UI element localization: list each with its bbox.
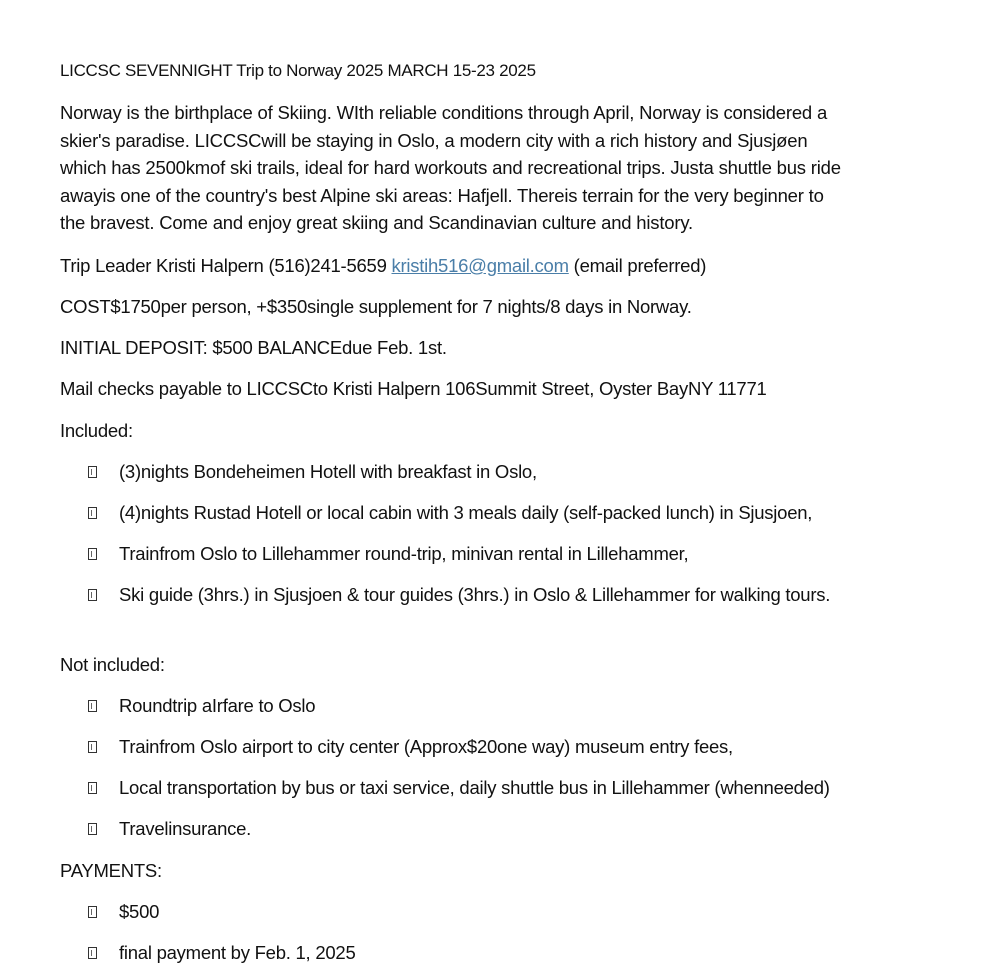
not-included-item: Trainfrom Oslo airport to city center (Approx$20one way) museum entry fees, (88, 736, 733, 758)
deposit-line: INITIAL DEPOSIT: $500 BALANCEdue Feb. 1st. (60, 337, 447, 358)
trip-leader-email-link[interactable]: kristih516@gmail.com (391, 255, 569, 276)
intro-line: the bravest. Come and enjoy great skiing and Scandinavian culture and history. (60, 212, 693, 234)
missing-glyph-box-icon (88, 507, 97, 519)
not-included-item: Roundtrip aIrfare to Oslo (88, 695, 315, 717)
payments-heading: PAYMENTS: (60, 860, 162, 881)
missing-glyph-box-icon (88, 700, 97, 712)
missing-glyph-box-icon (88, 823, 97, 835)
trip-leader-line (60, 255, 706, 277)
included-item: (3)nights Bondeheimen Hotell with breakfast in Oslo, (88, 461, 537, 483)
included-item: Trainfrom Oslo to Lillehammer round-trip, minivan rental in Lillehammer, (88, 543, 688, 565)
missing-glyph-box-icon (88, 947, 97, 959)
intro-line: which has 2500kmof ski trails, ideal for hard workouts and recreational trips. Justa shuttle bus ride (60, 157, 841, 179)
payment-item: final payment by Feb. 1, 2025 (88, 942, 355, 964)
document-title: LICCSC SEVENNIGHT Trip to Norway 2025 MARCH 15-23 2025 (60, 61, 536, 80)
intro-line: awayis one of the country's best Alpine ski areas: Hafjell. Thereis terrain for the very beginner to (60, 184, 824, 206)
included-item: (4)nights Rustad Hotell or local cabin with 3 meals daily (self-packed lunch) in Sjusjoen, (88, 502, 812, 524)
missing-glyph-box-icon (88, 782, 97, 794)
not-included-heading: Not included: (60, 654, 165, 675)
not-included-item: Travelinsurance. (88, 818, 251, 840)
intro-line: skier's paradise. LICCSCwill be staying in Oslo, a modern city with a rich history and Sjusjøen (60, 129, 808, 151)
trip-leader-text: Trip Leader Kristi Halpern (516)241-5659 (60, 255, 392, 276)
trip-leader-note: (email preferred) (568, 255, 707, 276)
payment-item: $500 (88, 901, 159, 923)
included-heading: Included: (60, 420, 133, 441)
missing-glyph-box-icon (88, 906, 97, 918)
intro-line: Norway is the birthplace of Skiing. WIth reliable conditions through April, Norway is considered a (60, 102, 828, 123)
included-item: Ski guide (3hrs.) in Sjusjoen & tour guides (3hrs.) in Oslo & Lillehammer for walking tours. (88, 584, 830, 606)
missing-glyph-box-icon (88, 589, 97, 601)
intro-paragraph (60, 99, 960, 237)
mail-checks-line: Mail checks payable to LICCSCto Kristi Halpern 106Summit Street, Oyster BayNY 11771 (60, 378, 767, 399)
not-included-item: Local transportation by bus or taxi service, daily shuttle bus in Lillehammer (whenneeded) (88, 777, 830, 799)
missing-glyph-box-icon (88, 466, 97, 478)
cost-line: COST$1750per person, +$350single supplement for 7 nights/8 days in Norway. (60, 296, 692, 317)
missing-glyph-box-icon (88, 741, 97, 753)
missing-glyph-box-icon (88, 548, 97, 560)
